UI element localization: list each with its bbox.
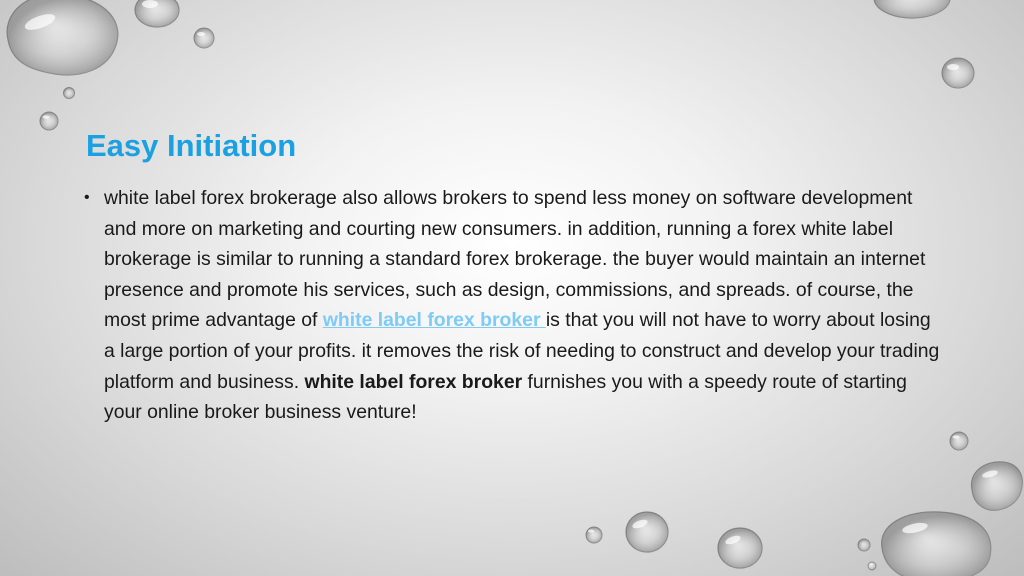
water-drop-icon bbox=[586, 527, 602, 543]
water-drop-icon bbox=[874, 0, 950, 18]
water-drop-icon bbox=[971, 462, 1022, 511]
water-drop-icon bbox=[942, 58, 974, 88]
water-drop-icon bbox=[40, 112, 58, 130]
bullet-item bbox=[84, 183, 944, 428]
paragraph-text: white label forex brokerage also allows brokers to spend less money on software development and more on marketing and courting new consumers. in addition, running a forex white label brokerage is similar to running a standard forex brokerage. the buyer would maintain an internet presence and promote his services, such as design, commissions, and spreads. of course, the most prime advantage of bbox=[104, 187, 926, 332]
paragraph-text: is that you will not have to worry about losing a large portion of your profits. it removes the risk of needing to construct and develop your trading platform and business. bbox=[104, 309, 940, 393]
paragraph-text: furnishes you with a speedy route of starting your online broker business venture! bbox=[104, 370, 907, 424]
water-drop-icon bbox=[626, 512, 668, 552]
slide-title: Easy Initiation bbox=[86, 128, 297, 163]
bullet-paragraph bbox=[104, 183, 944, 428]
slide-body bbox=[84, 183, 944, 428]
water-drop-icon bbox=[194, 28, 214, 48]
water-drop-icon bbox=[64, 88, 75, 99]
white-label-forex-broker-link[interactable]: white label forex broker bbox=[322, 309, 546, 332]
bold-keyword: white label forex broker bbox=[304, 370, 523, 393]
water-drop-icon bbox=[7, 0, 118, 75]
water-drop-icon bbox=[718, 528, 762, 568]
bullet-icon: • bbox=[84, 189, 90, 206]
water-drop-icon bbox=[868, 562, 876, 570]
water-drop-icon bbox=[950, 432, 968, 450]
water-drop-icon bbox=[135, 0, 179, 27]
water-drop-icon bbox=[858, 539, 870, 551]
water-drop-icon bbox=[882, 512, 991, 576]
